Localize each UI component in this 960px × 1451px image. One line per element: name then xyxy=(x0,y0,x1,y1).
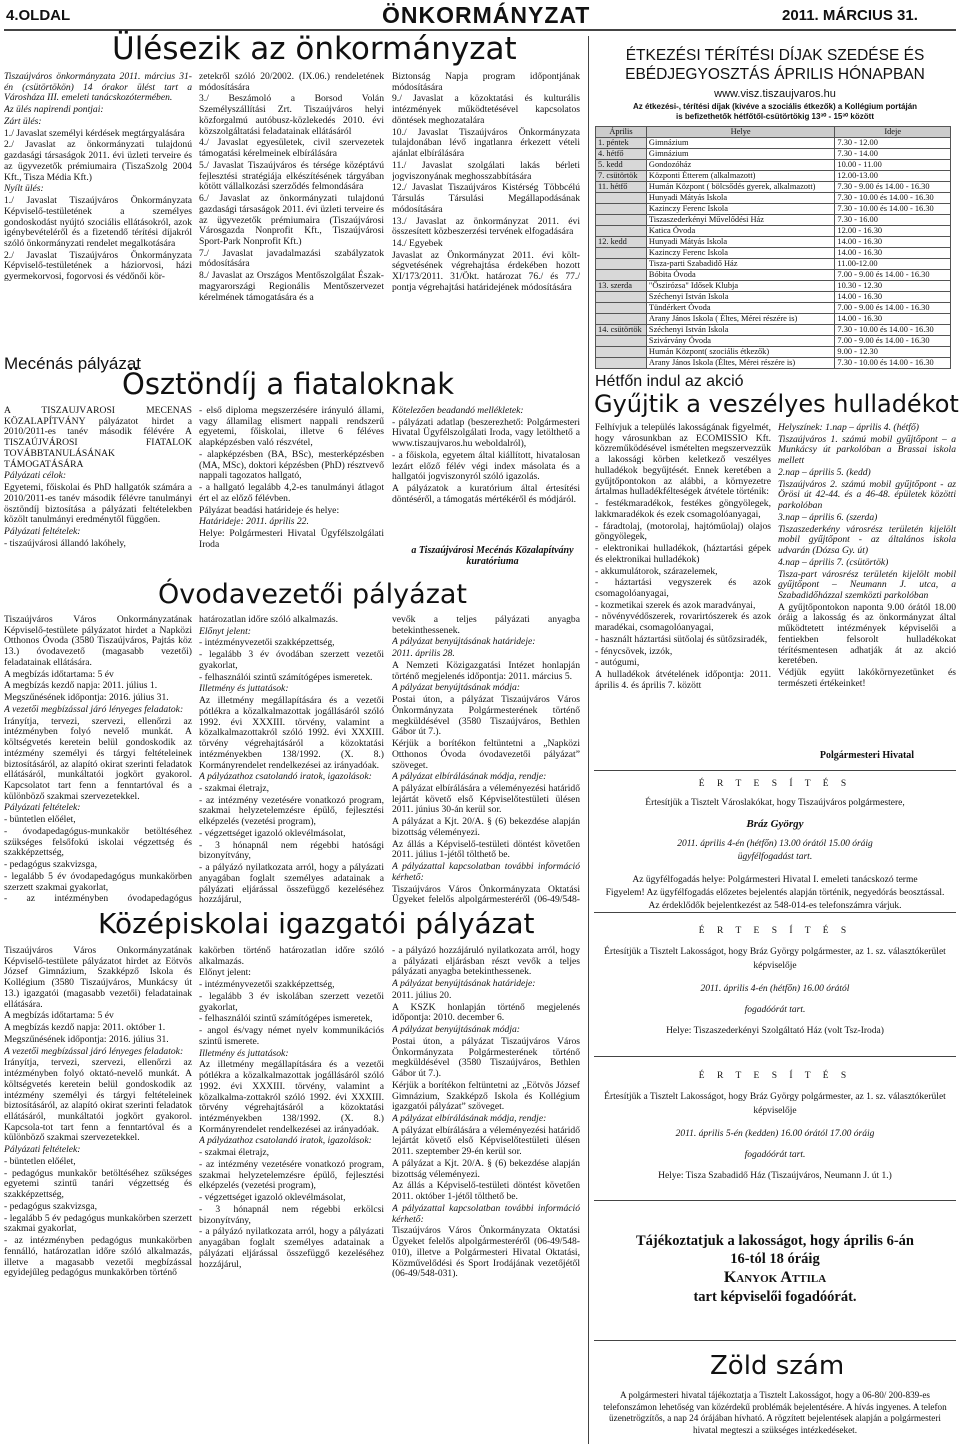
table-cell: 7.00 - 9.00 és 14.00 - 16.30 xyxy=(835,336,951,347)
table-cell: 10.30 - 12.30 xyxy=(835,281,951,292)
kozep-title: Középiskolai igazgatói pályázat xyxy=(98,907,535,940)
table-row xyxy=(596,347,951,358)
paragraph: A pályázat benyújtásának módja: xyxy=(392,682,520,694)
paragraph: A pályázatok a kuratórium által értesítési döntéséről, a támogatás mértékéről és módjáról. xyxy=(392,483,580,505)
paragraph: vevők a teljes pályázati anyagba betekinthessenek. xyxy=(392,615,580,636)
table-cell: 7.30 - 10.00 és 14.00 - 16.30 xyxy=(835,358,951,369)
paragraph: Kérjük a borítékon feltüntetni a „Napközi Otthonos Óvoda óvodavezetői pályázat” szöveget. xyxy=(392,738,580,771)
paragraph: Határideje: 2011. április 22. xyxy=(199,516,309,528)
paragraph: 10./ Javaslat Tiszaújváros Önkormányzata tulajdonában lévő ingatlanra érkezett vételi ajánlat elbírálására xyxy=(392,126,580,160)
table-row xyxy=(596,171,951,182)
paragraph: - 3 hónapnál nem régebbi hatósági bizonyítvány, xyxy=(199,839,384,862)
table-cell: 7.30 - 10.00 és 14.00 - 16.30 xyxy=(835,193,951,204)
table-cell: 5. kedd xyxy=(596,160,647,171)
table-cell xyxy=(596,270,647,281)
paragraph: Tiszaújváros Város Önkormányzata Oktatási Ügyeket felelős alpolgármesteréről (06-49/548-010), illetve a Polgármesteri Hivatal Oktatási, Közművelődési és Sport Irodájának vezetőjétől (06-49/548-031). xyxy=(392,1225,580,1280)
paragraph: - az intézményben pedagógus munkakörben fennálló, határozatlan időre szóló alkalmazás, illetve a magasabb vezetői megbízással egyidejűleg pedagógus munkakörben történő xyxy=(4,1235,192,1279)
paragraph: - büntetlen előélet, xyxy=(4,814,76,826)
hulladek-column-1 xyxy=(595,423,771,763)
ertesites-3-line-4: Helye: Tisza Szabadidő Ház (Tiszaújváros, Neumann J. út 1.) xyxy=(658,1171,892,1182)
paragraph: A pályázat a Kjt. 20/A. § (6) bekezdése alapján bizottság véleményezi. xyxy=(392,1157,580,1180)
paragraph: 1./ Javaslat Tiszaújváros Önkormányzata Képviselő-testületének a személyes gondoskodást nyújtó szociális ellátásokról, azok igénybevételéről és a fizetendő térítési díjakról szóló önkormányzati rendelet megalkotására xyxy=(4,195,192,250)
table-row xyxy=(596,292,951,303)
paragraph: - legalább 3 év iskolában szerzett vezetői gyakorlat, xyxy=(199,990,384,1013)
ertesites-1 xyxy=(595,778,955,913)
table-header: Április xyxy=(596,127,647,138)
paragraph: - legalább 5 év pedagógus munkakörben szerzett szakmai gyakorlat, xyxy=(4,1212,192,1235)
paragraph: A Nemzeti Közigazgatási Intézet honlapján történő megjelenés időpontja: 2011. március 5. xyxy=(392,659,580,682)
table-cell: Gimnázium xyxy=(646,149,834,160)
ules-column-2 xyxy=(199,72,384,356)
table-row xyxy=(596,138,951,149)
paragraph: A hulladékok átvételének időpontja: 2011. április 4. és április 7. között xyxy=(595,669,771,691)
paragraph: - intézményvezetői szakképzettség, xyxy=(199,637,335,649)
paragraph: A pályázathoz csatolandó iratok, igazolások: xyxy=(199,1135,372,1147)
paragraph: Illetmény és juttatások: xyxy=(199,683,289,695)
paragraph: 4.nap – április 7. (csütörtök) xyxy=(778,556,889,568)
ertesites-2-line-1: Értesítjük a Tisztelt Lakosságot, hogy Bráz György polgármester, az 1. sz. választókerület képviselője xyxy=(604,947,946,971)
table-cell: Bóbita Óvoda xyxy=(646,270,834,281)
paragraph: A pályázat benyújtásának határideje: xyxy=(392,636,536,648)
paragraph: - angol és/vagy német nyelv kommunikációs szintű ismerete. xyxy=(199,1025,384,1047)
paragraph: Az állás a Képviselő-testületi döntést követően 2011. július 1-jétől tölthető be. xyxy=(392,838,580,861)
table-row xyxy=(596,204,951,215)
paragraph: A vezetői megbízással járó lényeges feladatok: xyxy=(4,1045,184,1057)
paragraph: - a pályázó nyilatkozata arról, hogy a pályázati anyagában foglalt személyes adatainak a pályázati eljárással összefüggő kezeléséhez hozzájárul, xyxy=(199,1226,384,1270)
paragraph: - végzettséget igazoló oklevélmásolat, xyxy=(199,1192,346,1204)
paragraph: A vezetői megbízással járó lényeges feladatok: xyxy=(4,703,184,715)
table-header: Helye xyxy=(646,127,834,138)
paragraph: - használt háztartási sütőolaj és sütőzsiradék, xyxy=(595,633,768,645)
kozep-column-3 xyxy=(392,946,580,1446)
paragraph: Előnyt jelent: xyxy=(199,967,251,979)
paragraph: - pedagógus szakvizsga, xyxy=(4,859,97,871)
etkezes-title xyxy=(595,47,955,84)
paragraph: - legalább 5 év óvodapedagógus munkakörben szerzett szakmai gyakorlat, xyxy=(4,870,192,893)
table-cell: 14. csütörtök xyxy=(596,325,647,336)
table-row xyxy=(596,358,951,369)
paragraph: Tiszaújváros 1. számú mobil gyűjtőpont – a Munkácsy út parkolóban a Brassai iskola mellett xyxy=(778,433,956,467)
paragraph: 9./ Javaslat a közoktatási és kulturális intézmények működtetésével kapcsolatos döntések meghozatalára xyxy=(392,93,580,126)
paragraph: - növényvédőszerek, rovarirtószerek és azok maradékai, csomagolóanyagai, xyxy=(595,611,771,634)
paragraph: - pedagógus szakvizsga, xyxy=(4,1200,97,1212)
table-row xyxy=(596,237,951,248)
table-cell: 7.30 - 16.00 xyxy=(835,215,951,226)
table-row xyxy=(596,303,951,314)
table-cell xyxy=(596,215,647,226)
paragraph: A pályázat elbírálásának módja, rendje: xyxy=(392,771,547,783)
paragraph: Megszűnésének időpontja: 2016. július 31. xyxy=(4,1033,169,1045)
etkezes-title-line-2: EBÉDJEGYOSZTÁS ÁPRILIS HÓNAPBAN xyxy=(625,65,925,83)
table-cell: 14.00 - 16.30 xyxy=(835,248,951,259)
table-row xyxy=(596,336,951,347)
paragraph: Kérjük a borítékon feltüntetni az „Eötvös József Gimnázium, Szakképző Iskola és Kollégium igazgatói pályázat” szöveget. xyxy=(392,1079,580,1113)
ovoda-column-2 xyxy=(199,615,384,905)
paragraph: Postai úton, a pályázat Tiszaújváros Város Önkormányzata Polgármesterének történő megküldésével (3580 Tiszaújváros, Bethlen Gábor út 7.). xyxy=(392,694,580,738)
table-cell: Hunyadi Mátyás Iskola xyxy=(646,193,834,204)
paragraph: - a pályázó hozzájáruló nyilatkozata arról, hogy a pályázati eljárásban részt vevők a teljes pályázati anyagba betekinthessenek. xyxy=(392,946,580,978)
table-cell: 12.00 - 16.30 xyxy=(835,226,951,237)
paragraph: - akkumulátorok, szárazelemek, xyxy=(595,565,718,577)
table-cell xyxy=(596,358,647,369)
mecenas-kicker: Mecénás pályázat xyxy=(4,354,142,373)
paragraph: 12./ Javaslat Tiszaújváros Kistérség Többcélú Társulás Társulási Megállapodásának módosítására xyxy=(392,182,580,215)
table-cell: 12.00-13.00 xyxy=(835,171,951,182)
paragraph: - festékmaradékok, festékes göngyölegek, lakkmaradékok és ezek csomagolóanyagai, xyxy=(595,498,771,520)
paragraph: A megbízás időtartama: 5 év xyxy=(4,668,114,680)
paragraph: - legalább 3 év óvodában szerzett vezetői gyakorlat, xyxy=(199,649,384,671)
paragraph: Tiszaújváros 2. számú mobil gyűjtőpont - az Örösi út 42-44. és a 46-48. épületek közötti parkolóban xyxy=(778,478,956,512)
table-cell: "Őszirózsa" Idősek Klubja xyxy=(646,281,834,292)
ertesites-3-line-3: fogadóórát tart. xyxy=(744,1150,806,1161)
table-cell xyxy=(596,336,647,347)
table-cell xyxy=(596,314,647,325)
page-number: 4.OLDAL xyxy=(6,7,71,24)
paragraph: A pályázat elbírálására a véleményezési határidő lejártát követő első Képviselőtestületi ülésen 2011. június 30-án kerül sor. xyxy=(392,783,580,816)
ertesites-2-line-4: Helye: Tiszaszederkényi Szolgáltató Ház (volt Tsz-Iroda) xyxy=(666,1026,884,1037)
paragraph: Pályázati feltételek: xyxy=(4,1144,81,1156)
paragraph: - alapképzésben (BA, BSc), mesterképzésben (MA, MSc), doktori képzésben (PhD) résztvevő nappali tagozatos hallgató, xyxy=(199,448,384,482)
hulladek-title: Gyűjtik a veszélyes hulladékot xyxy=(594,390,959,418)
fogadoora-line-2: 16-tól 18 óráig xyxy=(730,1251,820,1268)
table-cell: Széchenyi István Iskola xyxy=(646,325,834,336)
table-row xyxy=(596,182,951,193)
paragraph: Biztonság Napja program időpontjának módosítására xyxy=(392,72,580,93)
table-cell: 14.00 - 16.30 xyxy=(835,314,951,325)
paragraph: Tiszaújváros önkormányzata 2011. március 31-én (csütörtökön) 14 órakor ülést tart a Városháza III. emeleti tanácskozótermében. xyxy=(4,72,192,104)
paragraph: Tiszaújváros Város Önkormányzatának Képviselő-testülete pályázatot hirdet a Napközi Otthonos Óvoda (3580 Tiszaújváros, Pajtás köz 13.) óvodavezető (magasabb vezetői) feladatainak ellátására. xyxy=(4,615,192,668)
paragraph: 14./ Egyebek xyxy=(392,238,443,250)
table-cell: Gondozóház xyxy=(646,160,834,171)
paragraph: Tisza-part városrész területén kijelölt mobil gyűjtőpont – Neumann J. utca, a Szabadidőházzal szemközti parkolóban xyxy=(778,568,956,602)
table-cell: 7. csütörtök xyxy=(596,171,647,182)
table-cell: 7.00 - 9.00 és 14.00 - 16.30 xyxy=(835,303,951,314)
paragraph: 4./ Javaslat egyesületek, civil szervezetek támogatási kérelmeinek elbírálására xyxy=(199,137,384,160)
paragraph: - a hallgató legalább 4,2-es tanulmányi átlagot ért el az előző félévben. xyxy=(199,482,384,504)
ertesites-3-line-1: Értesítjük a Tisztelt Lakosságot, hogy Bráz György polgármester, az 1. sz. választókerület képviselője xyxy=(604,1092,946,1116)
table-cell: 14.00 - 16.30 xyxy=(835,292,951,303)
table-cell xyxy=(596,347,647,358)
mecenas-signature: a Tiszaújvárosi Mecénás Közalapítvány kuratóriuma xyxy=(411,545,574,568)
hulladek-column-2 xyxy=(778,423,956,749)
table-cell: Arany János Iskola ( Éltes, Mérei részére is) xyxy=(646,314,834,325)
table-cell: Humán Központ ( bölcsődés gyerek, alkalmazott) xyxy=(646,182,834,193)
paragraph: Védjük együtt lakókörnyezetünket és természeti értékeinket! xyxy=(778,667,956,689)
table-row xyxy=(596,160,951,171)
paragraph: 7./ Javaslat javadalmazási szabályzatok módosítására xyxy=(199,247,384,270)
paragraph: Tiszaújváros Város Önkormányzatának Képviselő-testülete pályázatot hirdet az Eötvös József Gimnázium, Szakképző Iskola és Kollégium (3580 Tiszaújváros, Munkácsy út 13.) igazgatói (magasabb vezetői) feladatainak ellátására. xyxy=(4,946,192,1010)
table-cell: 7.30 - 14.00 xyxy=(835,149,951,160)
paragraph: A pályázat benyújtásának határideje: xyxy=(392,978,536,990)
paragraph: Irányítja, tervezi, szervezi, ellenőrzi az intézményben folyó oktató-nevelő munkát. A költségvetés keretein belül gondoskodik az intézmény személyi és tárgyi feltételeinek biztosításáról, az alapító okirat szerinti feladatok ellátásáról, munkáltatói jogkört gyakorol. Kapcsola-tot tart fenn a fenntartóval és a különböző szakmai szervezetekkel. xyxy=(4,1057,192,1144)
paragraph: Pályázati feltételek: xyxy=(4,802,81,814)
paragraph: 2./ Javaslat Tiszaújváros Önkormányzata Képviselő-testületének a háziorvosi, házi gyermekorvosi, fogorvosi és védőnői kör- xyxy=(4,249,192,283)
ovoda-column-1 xyxy=(4,615,192,905)
etkezes-schedule-table xyxy=(595,126,951,369)
table-cell: 7.30 - 12.00 xyxy=(835,138,951,149)
ertesites-2-line-3: fogadóórát tart. xyxy=(744,1005,806,1016)
paragraph: A TISZAÚJVÁROSI MECÉNÁS KÖZALAPÍTVÁNY pályázatot hirdet a 2010/2011-es tanév második félévére A TISZAÚJVÁROSI FIATALOK TOVÁBBTANULÁSÁNAK TÁMOGATÁSÁRA xyxy=(4,406,192,470)
zold-szam-text: A polgármesteri hivatal tájékoztatja a Tisztelt Lakosságot, hogy a 06-80/ 200-839-es telefonszámon lehetőség van közérdekű problémák bejelentésére. A hívás ingyenes. A telefon üzenetrögzítős, a nap 24 órájában hívható. A rögzített bejelentések alapján a polgármesteri hivatal megteszi a szükséges intézkedéseket. xyxy=(603,1390,947,1435)
hulladek-kicker: Hétfőn indul az akció xyxy=(595,373,744,390)
ertesites-2-label: É R T E S Í T É S xyxy=(698,926,852,936)
ovoda-column-3 xyxy=(392,615,580,905)
paragraph: - háztartási vegyszerek és azok csomagolóanyagai, xyxy=(595,577,771,600)
table-row xyxy=(596,325,951,336)
paragraph: - felhasználói szintű számítógépes ismeretek. xyxy=(199,671,373,683)
paragraph: Helye: Polgármesteri Hivatal Ügyfélszolgálati Iroda xyxy=(199,528,384,550)
paragraph: - elektronikai hulladékok, (háztartási gépek és elektronikai hulladékok) xyxy=(595,543,771,565)
kozep-column-2 xyxy=(199,946,384,1446)
ertesites-1-line-1: Értesítjük a Tisztelt Városlakókat, hogy Tiszaújváros polgármestere, xyxy=(645,797,905,808)
kozep-column-1 xyxy=(4,946,192,1446)
ules-column-1 xyxy=(4,72,192,356)
table-cell: Központi Étterem (alkalmazott) xyxy=(646,171,834,182)
table-cell: 11.00-12.00 xyxy=(835,259,951,270)
ertesites-3 xyxy=(595,1070,955,1184)
paragraph: Tiszaújváros Város Önkormányzata Oktatási Ügyeket felelős alpolgármesteréről (06-49/548- xyxy=(392,883,580,905)
paragraph: Az ülés napirendi pontjai: xyxy=(4,104,104,116)
table-row xyxy=(596,314,951,325)
paragraph: - kozmetikai szerek és azok maradványai, xyxy=(595,599,756,611)
table-row xyxy=(596,149,951,160)
paragraph: Tiszaszederkény városrész területén kijelölt mobil gyűjtőpont - az általános iskola udvarán (Dózsa Gy. út) xyxy=(778,523,956,557)
table-cell: 11. hétfő xyxy=(596,182,647,193)
table-cell: Széchenyi István Iskola xyxy=(646,292,834,303)
paragraph: Megszűnésének időpontja: 2016. július 31. xyxy=(4,692,169,704)
paragraph: Egyetemi, főiskolai és PhD hallgatók számára a 2010/2011-es tanév második félévre tanulmányi ösztöndíj biztosítása a pályázati feltételekben közölt tanulmányi eredménytől függően. xyxy=(4,482,192,526)
paragraph: - első diploma megszerzésére irányuló állami, vagy államilag elismert nappali rendszerű egyetemi, főiskolai, illetve 6 féléves alapképzésben való részvétel, xyxy=(199,406,384,449)
paragraph: - az intézmény vezetésére vonatkozó program, szakmai helyzetelemzésre épülő, fejlesztési elképzelés (vezetési program), xyxy=(199,1158,384,1192)
etkezes-note xyxy=(595,102,955,122)
paragraph: - fáradtolaj, (motorolaj, hajtóműolaj) olajos göngyölegek, xyxy=(595,520,771,543)
kepviseloi-fogadoora xyxy=(595,1232,955,1306)
paragraph: - a főiskola, egyetem által kiállított, hivatalosan lezárt előző félév végi index másolata és a hallgatói jogviszonyról szóló igazolás. xyxy=(392,449,580,483)
ertesites-2-line-2: 2011. április 4-én (hétfőn) 16.00 órától xyxy=(700,983,850,994)
paragraph: A pályázattal kapcsolatban további információ kérhető: xyxy=(392,1202,580,1225)
paragraph: 3.nap – április 6. (szerda) xyxy=(778,511,878,523)
table-cell: 1. péntek xyxy=(596,138,647,149)
paragraph: - végzettséget igazoló oklevélmásolat, xyxy=(199,827,346,839)
paragraph: Pályázati célok: xyxy=(4,470,67,482)
paragraph: 11./ Javaslat szolgálati lakás bérleti jogviszonyának meghosszabbítására xyxy=(392,159,580,182)
table-cell: Tisza-parti Szabadidő Ház xyxy=(646,259,834,270)
paragraph: Kötelezően beadandó mellékletek: xyxy=(392,406,524,416)
ertesites-1-line-5: Figyelem! Az ügyfélfogadás előzetes bejelentés alapján történik, negyedórás beosztással. xyxy=(605,887,945,898)
paragraph: - büntetlen előélet, xyxy=(4,1155,76,1167)
paragraph: - autógumi, xyxy=(595,657,640,669)
paragraph: A megbízás időtartama: 5 év xyxy=(4,1010,114,1022)
section-title: ÖNKORMÁNYZAT xyxy=(382,2,591,28)
paragraph: 5./ Javaslat Tiszaújváros és térsége középtávú fejlesztési stratégiája elkészítésének tárgyában kötött vállalkozási szerződés felmondására xyxy=(199,159,384,193)
ertesites-3-line-2: 2011. április 5-én (kedden) 16.00 órától 17.00 óráig xyxy=(675,1128,875,1139)
ertesites-1-name: Bráz György xyxy=(746,817,804,830)
fogadoora-line-4: tart képviselői fogadóórát. xyxy=(693,1289,857,1306)
paragraph: Helyszínek: 1.nap – április 4. (hétfő) xyxy=(778,423,919,433)
table-cell: 12. kedd xyxy=(596,237,647,248)
mecenas-column-1 xyxy=(4,406,192,576)
paragraph: 3./ Beszámoló a Borsod Volán Személyszállítási Zrt. Tiszaújváros helyi közforgalmú autóbusz-közlekedés 2010. évi közszolgáltatási feladatainak ellátásáról xyxy=(199,93,384,137)
table-row xyxy=(596,281,951,292)
paragraph: Pályázati feltételek: xyxy=(4,526,81,538)
paragraph: Pályázat beadási határideje és helye: xyxy=(199,504,340,516)
table-cell: 10.00 - 11.00 xyxy=(835,160,951,171)
table-cell xyxy=(596,248,647,259)
table-row xyxy=(596,215,951,226)
table-cell xyxy=(596,204,647,215)
paragraph: - tiszaújvárosi állandó lakóhely, xyxy=(4,537,126,549)
paragraph: A pályázathoz csatolandó iratok, igazolások: xyxy=(199,771,372,783)
ovoda-title: Óvodavezetői pályázat xyxy=(158,579,468,610)
fogadoora-name: Kanyok Attila xyxy=(723,1269,827,1287)
table-cell: Gimnázium xyxy=(646,138,834,149)
paragraph: - pedagógus munkakör betöltéséhez szükséges egyetemi szintű tanári végzettség és szakképzettség, xyxy=(4,1167,192,1201)
table-cell: 13. szerda xyxy=(596,281,647,292)
paragraph: 6./ Javaslat az önkormányzati tulajdonú gazdasági társaságok 2011. évi üzleti terveire és az ügyvezetők prémiumaira (Tiszaújvárosi Városgazda Nonprofit Kft., Tiszaújvárosi Sport-Park Nonprofit Kft.) xyxy=(199,193,384,248)
paragraph: - szakmai életrajz, xyxy=(199,783,270,795)
paragraph: - intézményvezetői szakképzettség, xyxy=(199,979,335,991)
etkezes-title-line-1: ÉTKEZÉSI TÉRÍTÉSI DÍJAK SZEDÉSE ÉS xyxy=(625,47,925,64)
table-row xyxy=(596,259,951,270)
table-cell: 4. hétfő xyxy=(596,149,647,160)
table-row xyxy=(596,193,951,204)
issue-date: 2011. MÁRCIUS 31. xyxy=(782,7,918,24)
paragraph: - a pályázó nyilatkozata arról, hogy a pályázati anyagában foglalt személyes adatainak a pályázati eljárással összefüggő kezeléséhez hozzájárul, xyxy=(199,862,384,905)
etkezes-url[interactable]: www.visz.tiszaujvaros.hu xyxy=(714,88,836,100)
etkezes-note-line-1: Az étkezési-, térítési díjak (kivéve a szociális étkezők) a Kollégium portáján xyxy=(632,102,918,111)
paragraph: - pályázati adatlap (beszerezhető: Polgármesteri Hivatal Ügyfélszolgálati Iroda, vagy letölthető a www.tiszaujvaros.hu weboldalról), xyxy=(392,416,580,450)
table-cell: Kazinczy Ferenc Iskola xyxy=(646,248,834,259)
table-cell: 9.00 - 12.30 xyxy=(835,347,951,358)
paragraph: 2011. július 20. xyxy=(392,989,452,1001)
paragraph: A pályázat elbírálásának módja, rendje: xyxy=(392,1113,547,1125)
paragraph: - az intézményben óvodapedagógus xyxy=(4,893,192,905)
paragraph: 1./ Javaslat személyi kérdések megtárgyalására xyxy=(4,127,185,139)
table-cell: Tiszaszederkényi Művelődési Ház xyxy=(646,215,834,226)
table-cell: 7.30 - 10.00 és 14.00 - 16.30 xyxy=(835,204,951,215)
table-cell: Tündérkert Óvoda xyxy=(646,303,834,314)
paragraph: zetekről szóló 20/2002. (IX.06.) rendeletének módosítására xyxy=(199,72,384,93)
table-cell xyxy=(596,292,647,303)
paragraph: A pályázat elbírálására a véleményezési határidő lejártát követő első Képviselőtestületi ülésen 2011. szeptember 29-én kerül sor. xyxy=(392,1124,580,1158)
zold-szam-title: Zöld szám xyxy=(710,1351,845,1381)
table-cell: 7.00 - 9.00 és 14.00 - 16.30 xyxy=(835,270,951,281)
ertesites-1-line-3: ügyfélfogadást tart. xyxy=(737,852,813,863)
paragraph: Nyílt ülés: xyxy=(4,183,44,195)
table-row xyxy=(596,248,951,259)
paragraph: - szakmai életrajz, xyxy=(199,1147,270,1159)
table-cell xyxy=(596,259,647,270)
paragraph: Az illetmény megállapítására és a vezetői pótlékra a közalkalmazottak jogállásáról szóló 1992. évi XXXIII. törvény, valamint a közalkalma-zottakról szóló 1992. évi XXXIII. törvény végrehajtásáról a közoktatási intézményekben 138/1992. (X. 8.) Kormányrendelet rendelkezései az irányadóak. xyxy=(199,1059,384,1135)
paragraph: A pályázat benyújtásának módja: xyxy=(392,1024,520,1036)
paragraph: Felhívjuk a település lakosságának figyelmét, hogy városunkban az ECOMISSIO Kft. közreműködésével ismételten megszervezzük a lakossági körben keletkező veszélyes hulladékok begyűjtését. Ennek keretében a gyűjtőpontokon az alábbi, a környezetre ártalmas hulladékfélteségek átvétele történik: xyxy=(595,423,771,498)
paragraph: - óvodapedagógus-munkakör betöltéséhez szükséges felsőfokú iskolai végzettség és szakképzettség, xyxy=(4,825,192,859)
paragraph: 2.nap – április 5. (kedd) xyxy=(778,466,871,478)
paragraph: 2011. április 28. xyxy=(392,648,455,660)
hulladek-signature: Polgármesteri Hivatal xyxy=(819,750,915,761)
ertesites-3-label: É R T E S Í T É S xyxy=(698,1071,852,1081)
paragraph: Illetmény és juttatások: xyxy=(199,1047,289,1059)
table-cell: 7.30 - 10.00 és 14.00 - 16.30 xyxy=(835,325,951,336)
paragraph: Javaslat az Önkormányzat 2011. évi költségvetésének végrehajtása érdekében hozott XI/173/2011. 31/Ökt. határozat 76./ és 77./ pontja végrehajtási határidejének módosítására xyxy=(392,249,580,293)
paragraph: - fénycsövek, izzók, xyxy=(595,645,673,657)
table-cell: Arany János Iskola (Éltes, Mérei részére is) xyxy=(646,358,834,369)
ertesites-1-line-6: Az érdeklődők bejelentkezést az 548-014-es telefonszámra várjuk. xyxy=(648,900,902,911)
ertesites-1-line-2: 2011. április 4-én (hétfőn) 13.00 órától 15.00 óráig xyxy=(677,839,873,850)
table-cell: Szivárvány Óvoda xyxy=(646,336,834,347)
table-cell: Humán Központ( szociális étkezők) xyxy=(646,347,834,358)
table-cell: Hunyadi Mátyás Iskola xyxy=(646,237,834,248)
mecenas-column-2 xyxy=(199,406,384,576)
table-cell: 14.00 - 16.30 xyxy=(835,237,951,248)
paragraph: Az állás a Képviselő-testületi döntést követően 2011. október 1-jétől tölthető be. xyxy=(392,1180,580,1203)
paragraph: határozatlan időre szóló alkalmazás. xyxy=(199,615,339,625)
paragraph: - felhasználói szintű számítógépes ismeretek, xyxy=(199,1013,373,1025)
paragraph: A KSZK honlapján történő megjelenés időpontja: 2010. december 6. xyxy=(392,1001,580,1024)
paragraph: Irányítja, tervezi, szervezi, ellenőrzi az intézményben folyó nevelő munkát. A költségvetés keretein belül gondoskodik az intézmény személyi és tárgyi feltételeinek biztosításáról, az alapító okirat szerinti feladatok ellátásáról, munkáltatói jogkört gyakorol. Kapcsolatot tart fenn a fenntartóval és a különböző szakmai szervezetekkel. xyxy=(4,715,192,802)
paragraph: 8./ Javaslat az Országos Mentőszolgálat Észak-magyarországi Regionális Mentőszervezet kérelmének támogatására és a xyxy=(199,270,384,303)
table-cell: Katica Óvoda xyxy=(646,226,834,237)
paragraph: Zárt ülés: xyxy=(4,115,42,127)
table-header: Ideje xyxy=(835,127,951,138)
table-cell xyxy=(596,193,647,204)
paragraph: Előnyt jelent: xyxy=(199,625,251,637)
paragraph: A pályázat a Kjt. 20/A. § (6) bekezdése alapján bizottság véleményezi. xyxy=(392,816,580,838)
table-cell: 7.30 - 9.00 és 14.00 - 16.30 xyxy=(835,182,951,193)
paragraph: 13./ Javaslat az önkormányzat 2011. évi összesített közbeszerzési tervének elfogadására xyxy=(392,215,580,238)
mecenas-column-3 xyxy=(392,406,580,546)
paragraph: A pályázattal kapcsolatban további információ kérhető: xyxy=(392,861,580,883)
paragraph: A gyűjtőpontokon naponta 9.00 órától 18.00 óráig a lakosság és az önkormányzat által működtetett intézmények képviselői a fentiekben felsorolt hulladékokat térítésmentesen adhatják át az akció keretében. xyxy=(778,601,956,667)
ules-title: Ülésezik az önkormányzat xyxy=(112,31,517,67)
fogadoora-line-1: Tájékoztatjuk a lakosságot, hogy április 6-án xyxy=(636,1233,914,1249)
etkezes-note-line-2: is befizethetők hétfőtől-csütörtökig 13³⁰ - 15³⁰ között xyxy=(676,112,874,121)
paragraph: Az illetmény megállapítására és a vezetői pótlékra a közalkalmazottak jogállásáról szóló 1992. évi XXXIII. törvény, valamint a közalkalmazottakról szóló 1992. évi XXXIII. törvény végrehajtásáról a közoktatási intézményekben 138/1992. (X. 8.) Kormányrendelet rendelkezései az irányadóak. xyxy=(199,695,384,771)
ertesites-2 xyxy=(595,925,955,1039)
ertesites-1-label: É R T E S Í T É S xyxy=(698,779,852,789)
paragraph: Postai úton, a pályázat Tiszaújváros Város Önkormányzata Polgármesterének történő megküldésével (3580 Tiszaújváros, Bethlen Gábor út 7.). xyxy=(392,1035,580,1080)
paragraph: kakörben történő határozatlan időre szóló alkalmazás. xyxy=(199,946,384,967)
paragraph: - 3 hónapnál nem régebbi erkölcsi bizonyítvány, xyxy=(199,1203,384,1226)
table-row xyxy=(596,270,951,281)
table-cell: Kazinczy Ferenc Iskola xyxy=(646,204,834,215)
table-row xyxy=(596,226,951,237)
paragraph: - az intézmény vezetésére vonatkozó program, szakmai helyzetelemzésre épülő, fejlesztési elképzelés (vezetési program), xyxy=(199,794,384,828)
paragraph: A megbízás kezdő napja: 2011. október 1. xyxy=(4,1022,166,1034)
ertesites-1-line-4: Az ügyfélfogadás helye: Polgármesteri Hivatal I. emeleti tanácskozó terme xyxy=(632,875,918,886)
table-cell xyxy=(596,303,647,314)
paragraph: A megbízás kezdő napja: 2011. július 1. xyxy=(4,680,158,692)
table-cell xyxy=(596,226,647,237)
ules-column-3 xyxy=(392,72,580,356)
mecenas-title: Ösztöndíj a fiataloknak xyxy=(122,367,455,401)
paragraph: 2./ Javaslat az önkormányzati tulajdonú gazdasági társaságok 2011. évi üzleti terveire és az ügyvezetők prémiumaira (TiszaSzolg 2004 Kft., Tisza Média Kft.) xyxy=(4,139,192,183)
